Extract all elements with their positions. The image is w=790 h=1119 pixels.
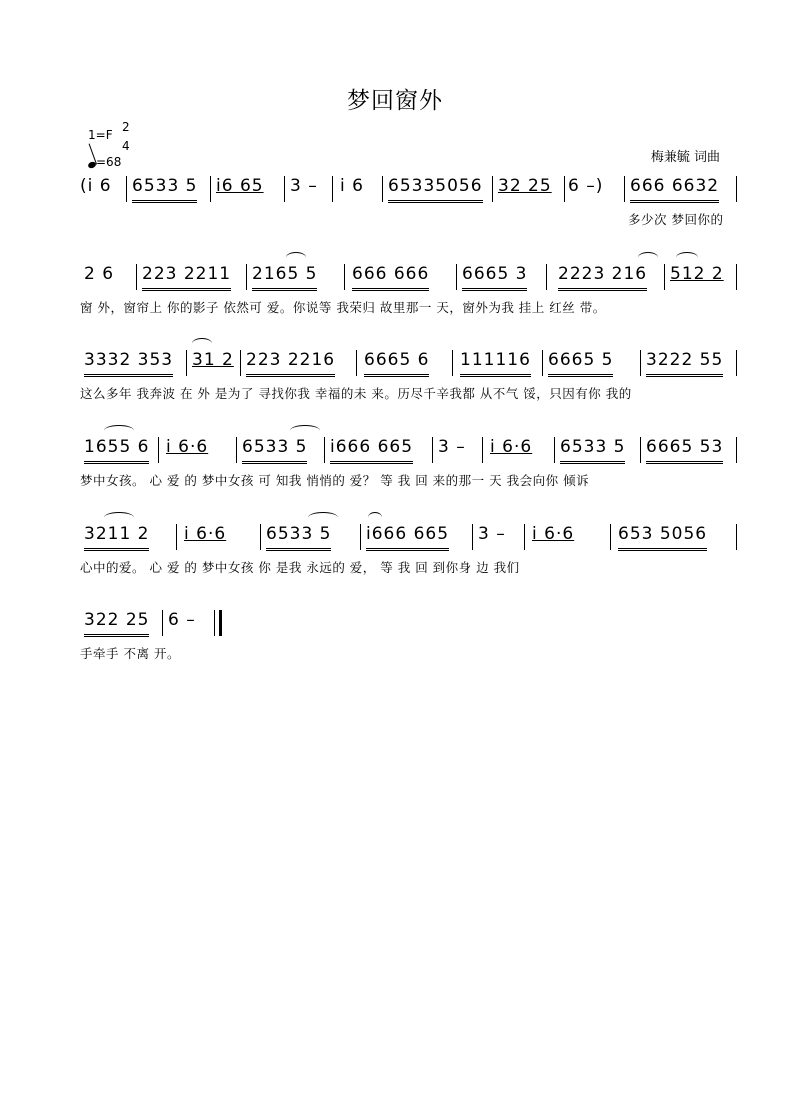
- bar-line: [356, 350, 357, 376]
- measure: i6 65: [216, 176, 264, 196]
- music-line-5: [80, 520, 740, 576]
- measure: 3 –: [478, 524, 506, 544]
- notes-line-2: [80, 260, 740, 296]
- bar-line: [452, 350, 453, 376]
- measure: 653 5056: [618, 520, 707, 551]
- measure: i 6·6: [166, 437, 209, 457]
- bar-line: [382, 176, 383, 202]
- bar-line: [360, 524, 361, 550]
- notes-line-6: [80, 606, 740, 642]
- song-title: 梦回窗外: [347, 88, 443, 114]
- measure: i 6·6: [490, 437, 533, 457]
- bar-line: [432, 437, 433, 463]
- time-signature-top: 2: [122, 120, 130, 134]
- measure: 111116: [460, 346, 531, 377]
- measure: 6533 5: [560, 433, 625, 464]
- bar-line: [136, 264, 137, 290]
- bar-line: [456, 264, 457, 290]
- bar-line: [126, 176, 127, 202]
- bar-line: [332, 176, 333, 202]
- author-credit: 梅兼毓 词曲: [650, 150, 720, 165]
- bar-line: [640, 437, 641, 463]
- measure: 2223 216: [558, 260, 647, 291]
- bar-line: [246, 264, 247, 290]
- final-bar-line: [214, 610, 215, 636]
- measure: 666 666: [352, 260, 429, 291]
- music-line-1: [80, 172, 740, 228]
- bar-line: [162, 610, 163, 636]
- measure: i 6·6: [532, 524, 575, 544]
- measure: 6 –): [568, 176, 604, 196]
- measure: 6533 5: [266, 520, 331, 551]
- measure: 666 6632: [630, 172, 719, 203]
- measure: i 6: [340, 176, 364, 196]
- bar-line: [210, 176, 211, 202]
- measure: 3 –: [290, 176, 318, 196]
- bar-line: [736, 264, 737, 290]
- bar-line: [482, 437, 483, 463]
- time-signature: [122, 118, 130, 156]
- lyrics-line-4: 梦中女孩。 心 爱 的 梦中女孩 可 知我 悄悄的 爱？ 等 我 回 来的那一 天 我会向你 倾诉: [80, 473, 590, 488]
- music-line-2: [80, 260, 740, 316]
- measure: 2165 5: [252, 260, 317, 291]
- measure: 6665 3: [462, 260, 527, 291]
- measure: 223 2211: [142, 260, 231, 291]
- tempo-value: =68: [96, 155, 122, 169]
- bar-line: [176, 524, 177, 550]
- measure: 3222 55: [646, 346, 723, 377]
- bar-line: [664, 264, 665, 290]
- lyrics-line-6: 手牵手 不离 开。: [80, 646, 180, 661]
- bar-line: [564, 176, 565, 202]
- measure: 6533 5: [132, 172, 197, 203]
- measure: i666 665: [366, 520, 449, 551]
- bar-line: [524, 524, 525, 550]
- bar-line: [554, 437, 555, 463]
- measure: 3332 353: [84, 346, 173, 377]
- music-line-3: [80, 346, 740, 402]
- bar-line: [240, 350, 241, 376]
- measure: 6533 5: [242, 433, 307, 464]
- lyrics-line-2: 窗 外，窗帘上 你的影子 依然可 爱。你说等 我荣归 故里那一 天，窗外为我 挂上 红丝 带。: [80, 300, 606, 315]
- bar-line: [492, 176, 493, 202]
- measure: 6665 6: [364, 346, 429, 377]
- lyrics-line-1: 多少次 梦回你的: [628, 212, 724, 227]
- lyrics-line-3: 这么多年 我奔波 在 外 是为了 寻找你我 幸福的未 来。历尽千辛我都 从不气 馁，只因有你 我的: [80, 386, 632, 401]
- notes-line-1: [80, 172, 740, 208]
- measure: 65335056: [388, 172, 483, 203]
- bar-line: [472, 524, 473, 550]
- bar-line: [236, 437, 237, 463]
- bar-line: [260, 524, 261, 550]
- measure: 31 2: [192, 350, 234, 370]
- measure: 6 –: [168, 610, 196, 630]
- measure: 6665 5: [548, 346, 613, 377]
- bar-line: [344, 264, 345, 290]
- notes-line-3: [80, 346, 740, 382]
- measure: 322 25: [84, 606, 149, 637]
- lyrics-line-5: 心中的爱。 心 爱 的 梦中女孩 你 是我 永远的 爱， 等 我 回 到你身 边 我们: [80, 560, 520, 575]
- bar-line: [736, 176, 737, 202]
- bar-line: [610, 524, 611, 550]
- bar-line: [624, 176, 625, 202]
- bar-line: [324, 437, 325, 463]
- measure: 223 2216: [246, 346, 335, 377]
- time-signature-bottom: 4: [122, 139, 130, 153]
- bar-line: [546, 264, 547, 290]
- music-line-6: [80, 606, 740, 662]
- bar-line: [284, 176, 285, 202]
- measure: 32 25: [498, 176, 552, 196]
- notes-line-5: [80, 520, 740, 556]
- bar-line: [736, 350, 737, 376]
- bar-line: [542, 350, 543, 376]
- measure: 3211 2: [84, 520, 149, 551]
- bar-line: [640, 350, 641, 376]
- measure: i 6·6: [184, 524, 227, 544]
- measure: 3 –: [438, 437, 466, 457]
- measure: i666 665: [330, 433, 413, 464]
- bar-line: [736, 437, 737, 463]
- tempo-marking: [88, 155, 121, 169]
- bar-line: [158, 437, 159, 463]
- measure: (i 6: [80, 176, 112, 196]
- bar-line: [736, 524, 737, 550]
- measure: 512 2: [670, 264, 724, 284]
- final-bar-line-thick: [219, 610, 222, 636]
- bar-line: [186, 350, 187, 376]
- measure: 2 6: [84, 264, 115, 284]
- measure: 6665 53: [646, 433, 723, 464]
- measure: 1655 6: [84, 433, 149, 464]
- music-line-4: [80, 433, 740, 489]
- notes-line-4: [80, 433, 740, 469]
- key-signature: 1=F: [88, 128, 113, 142]
